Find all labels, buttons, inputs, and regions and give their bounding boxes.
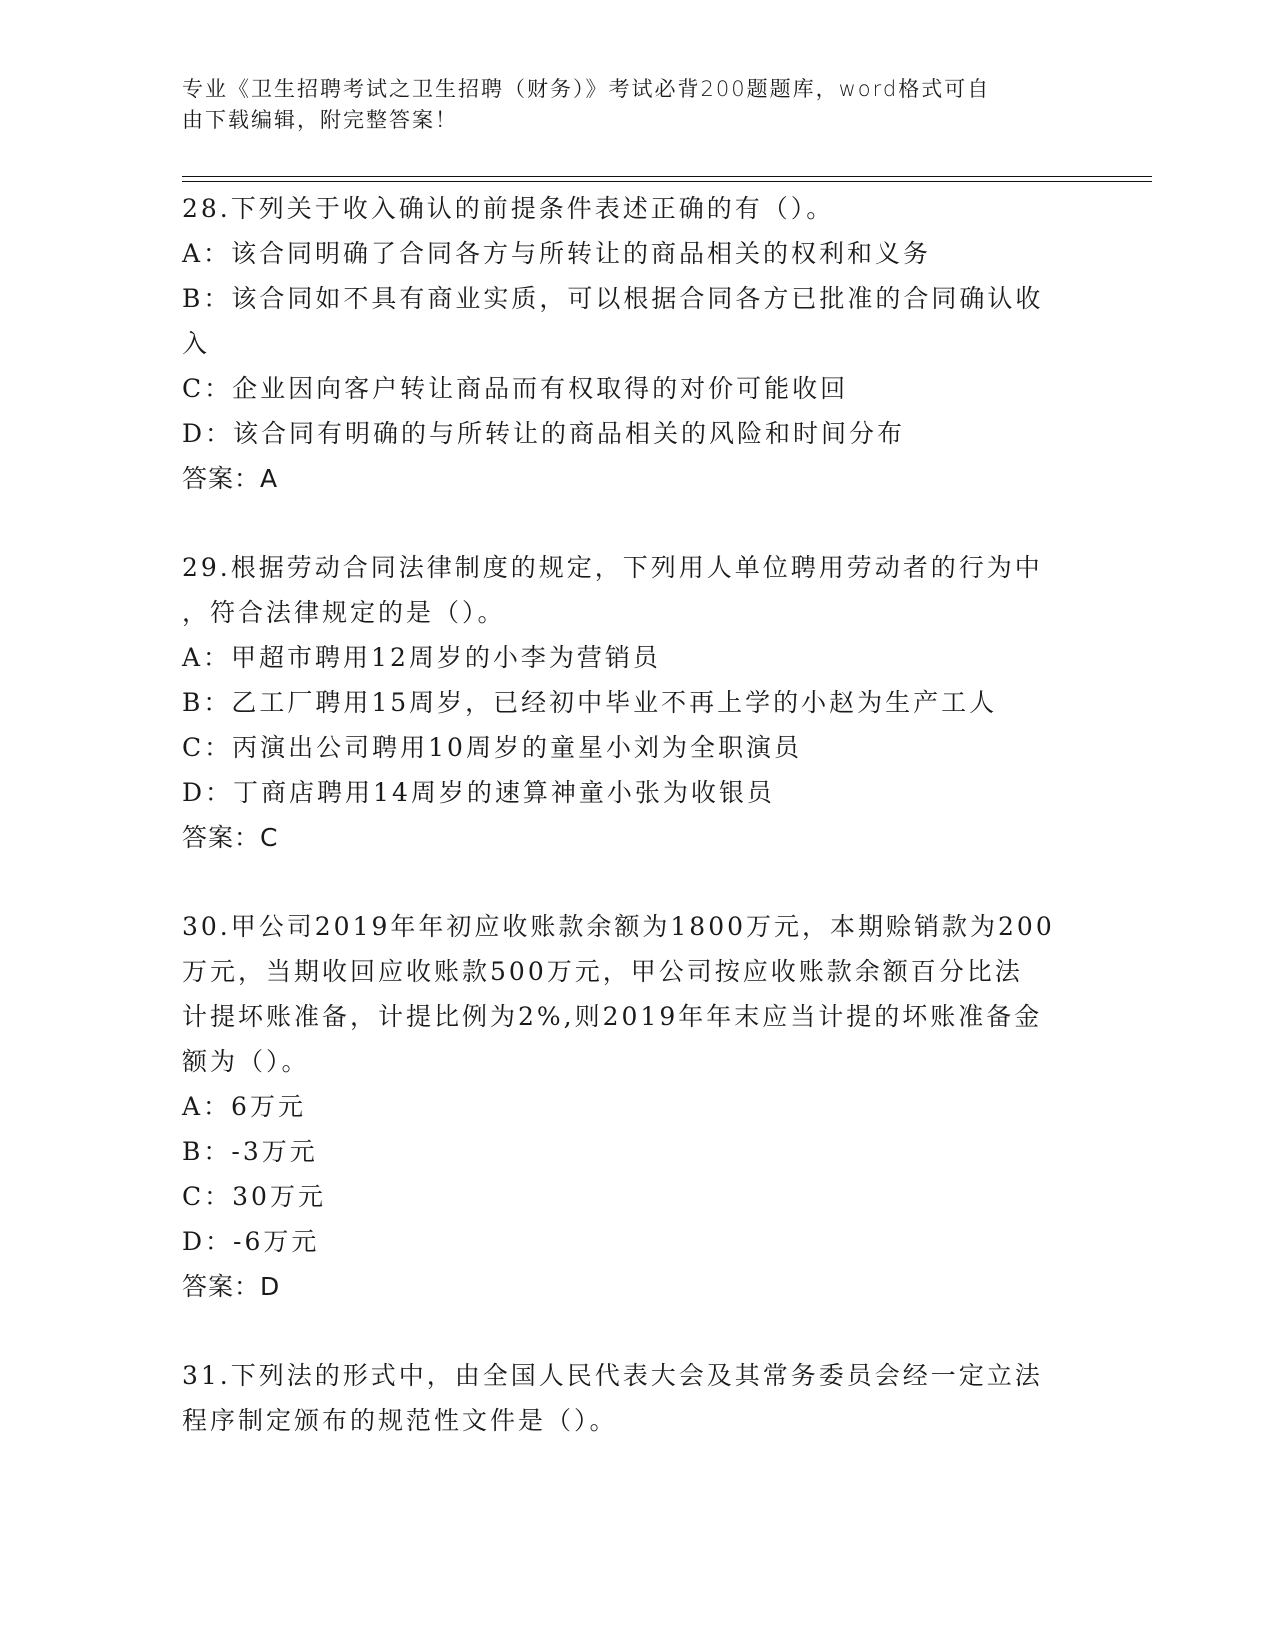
question-stem-continued: 计提坏账准备，计提比例为2%,则2019年年末应当计提的坏账准备金: [182, 1002, 1043, 1031]
option-b-continued: 入: [182, 329, 211, 358]
option-c: C：企业因向客户转让商品而有权取得的对价可能收回: [182, 374, 849, 403]
option-a: A：该合同明确了合同各方与所转让的商品相关的权利和义务: [182, 239, 932, 268]
option-b: B：-3万元: [182, 1137, 318, 1166]
option-c: C：30万元: [182, 1182, 326, 1211]
spacer: [182, 861, 1082, 904]
question-31: [182, 1353, 1082, 1443]
header-line-2: 由下载编辑，附完整答案！: [182, 108, 458, 132]
header-divider-bottom: [182, 181, 1152, 182]
header-line-1: 专业《卫生招聘考试之卫生招聘（财务）》考试必背200题题库，word格式可自: [182, 77, 991, 101]
question-list: [182, 186, 1082, 1443]
option-b: B：该合同如不具有商业实质，可以根据合同各方已批准的合同确认收: [182, 284, 1044, 313]
question-stem: 31.下列法的形式中，由全国人民代表大会及其常务委员会经一定立法: [182, 1361, 1043, 1390]
question-28: [182, 186, 1082, 502]
header-divider-top: [182, 176, 1152, 177]
document-header: [182, 74, 1062, 136]
option-c: C：丙演出公司聘用10周岁的童星小刘为全职演员: [182, 733, 802, 762]
question-29: [182, 545, 1082, 861]
option-d: D：该合同有明确的与所转让的商品相关的风险和时间分布: [182, 419, 906, 448]
option-d: D：丁商店聘用14周岁的速算神童小张为收银员: [182, 778, 775, 807]
option-d: D：-6万元: [182, 1227, 320, 1256]
spacer: [182, 502, 1082, 545]
answer: 答案：D: [182, 1272, 281, 1301]
option-b: B：乙工厂聘用15周岁，已经初中毕业不再上学的小赵为生产工人: [182, 688, 998, 717]
option-a: A：甲超市聘用12周岁的小李为营销员: [182, 643, 661, 672]
spacer: [182, 1310, 1082, 1353]
question-stem-continued: ，符合法律规定的是（）。: [182, 598, 506, 627]
question-stem: 30.甲公司2019年年初应收账款余额为1800万元，本期赊销款为200: [182, 912, 1055, 941]
question-stem: 29.根据劳动合同法律制度的规定，下列用人单位聘用劳动者的行为中: [182, 553, 1043, 582]
question-stem-continued: 额为（）。: [182, 1047, 310, 1076]
question-stem-continued: 万元，当期收回应收账款500万元，甲公司按应收账款余额百分比法: [182, 957, 1023, 986]
option-a: A：6万元: [182, 1092, 306, 1121]
question-stem-continued: 程序制定颁布的规范性文件是（）。: [182, 1406, 618, 1435]
answer: 答案：C: [182, 823, 279, 852]
question-stem: 28.下列关于收入确认的前提条件表述正确的有（）。: [182, 194, 835, 223]
answer: 答案：A: [182, 464, 279, 493]
question-30: [182, 904, 1082, 1310]
